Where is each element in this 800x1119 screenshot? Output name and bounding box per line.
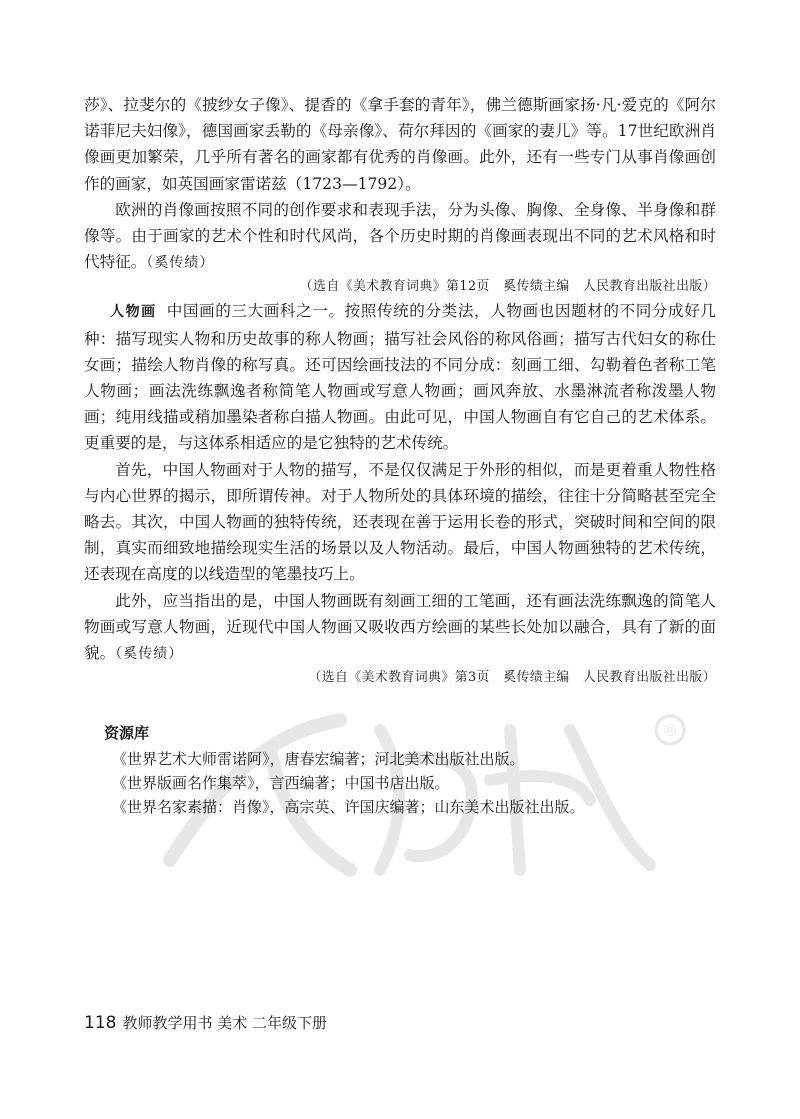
paragraph-figure-painting bbox=[84, 298, 716, 456]
paragraph-portrait-artists: 莎》、拉斐尔的《披纱女子像》、提香的《拿手套的青年》，佛兰德斯画家扬·凡·爱克的《阿尔诺菲尼夫妇像》，德国画家丢勒的《母亲像》、荷尔拜因的《画家的妻儿》等。17世纪欧洲肖像画更加繁荣，几乎所有著名的画家都有优秀的肖像画。此外，还有一些专门从事肖像画创作的画家，如英国画家雷诺兹（1723—1792）。 bbox=[84, 96, 716, 193]
paragraph-text: 此外，应当指出的是，中国人物画既有刻画工细的工笔画，还有画法洗练飘逸的简笔人物画或写意人物画，近现代中国人物画又吸收西方绘画的某些长处加以融合，具有了新的面貌。 bbox=[84, 591, 716, 663]
paragraph-text: 中国画的三大画科之一。按照传统的分类法，人物画也因题材的不同分成好几种：描写现实人物和历史故事的称人物画；描写社会风俗的称风俗画；描写古代妇女的称仕女画；描绘人物肖像的称写真。还可因绘画技法的不同分成：刻画工细、勾勒着色者称工笔人物画；画法洗练飘逸者称简笔人物画或写意人物画；画风奔放、水墨淋流者称泼墨人物画；纯用线描或稍加墨染者称白描人物画。由此可见，中国人物画自有它自己的艺术体系。更重要的是，与这体系相适应的是它独特的艺术传统。 bbox=[84, 302, 716, 453]
source-citation: （选自《美术教育词典》第12页 奚传绩主编 人民教育出版社出版） bbox=[299, 279, 716, 295]
dictionary-term: 人物画 bbox=[110, 304, 157, 321]
resource-item: 《世界艺术大师雷诺阿》，唐春宏编著；河北美术出版社出版。 bbox=[112, 750, 525, 769]
resource-item: 《世界版画名作集萃》，言西编著；中国书店出版。 bbox=[112, 774, 450, 793]
page-footer bbox=[84, 1012, 327, 1033]
page-content bbox=[84, 92, 716, 819]
resources-heading: 资源库 bbox=[104, 724, 150, 743]
resource-item: 《世界名家素描：肖像》，高宗英、许国庆编著；山东美术出版社出版。 bbox=[112, 798, 585, 817]
author-note: （奚传绩） bbox=[146, 255, 215, 272]
author-note: （奚传绩） bbox=[115, 646, 184, 663]
page-number: 118 bbox=[84, 1013, 117, 1033]
paragraph-portrait-types bbox=[84, 197, 716, 277]
paragraph-text: 欧洲的肖像画按照不同的创作要求和表现手法，分为头像、胸像、全身像、半身像和群像等。由于画家的艺术个性和时代风尚，各个历史时期的肖像画表现出不同的艺术风格和时代特征。 bbox=[84, 200, 716, 272]
paragraph-figure-modern bbox=[84, 588, 716, 668]
registered-mark: ® bbox=[662, 721, 678, 740]
paragraph-figure-traits: 首先，中国人物画对于人物的描写，不是仅仅满足于外形的相似，而是更着重人物性格与内心世界的揭示，即所谓传神。对于人物所处的具体环境的描绘，往往十分简略甚至完全略去。其次，中国人物画的独特传统，还表现在善于运用长卷的形式，突破时间和空间的限制，真实而细致地描绘现实生活的场景以及人物活动。最后，中国人物画独特的艺术传统，还表现在高度的以线造型的笔墨技巧上。 bbox=[84, 460, 716, 584]
source-citation: （选自《美术教育词典》第3页 奚传绩主编 人民教育出版社出版） bbox=[308, 670, 716, 686]
book-title: 教师教学用书 美术 二年级下册 bbox=[122, 1014, 327, 1032]
